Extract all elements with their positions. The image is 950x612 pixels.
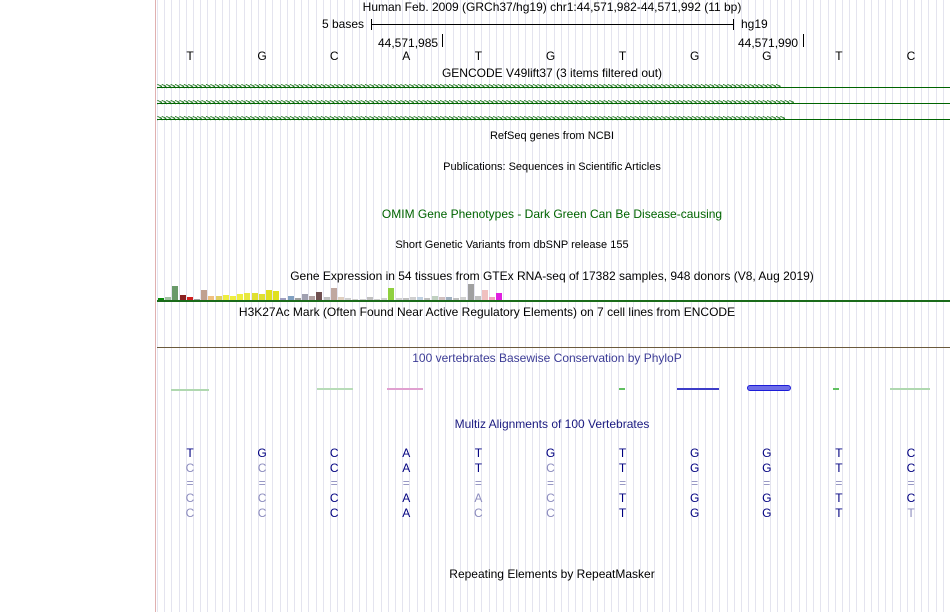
aligned-base: A: [402, 506, 411, 520]
aligned-base: C: [329, 461, 339, 475]
gencode-track-title: GENCODE V49lift37 (3 items filtered out): [441, 66, 663, 80]
reference-base: A: [402, 49, 411, 63]
reference-base: T: [186, 49, 194, 63]
reference-base: G: [257, 49, 267, 63]
phylop-track-title: 100 vertebrates Basewise Conservation by PhyloP: [412, 351, 682, 365]
refseq-track-title: RefSeq genes from NCBI: [489, 130, 615, 142]
reference-base: G: [690, 49, 700, 63]
aligned-base: T: [618, 461, 627, 475]
gtex-tissue-bar[interactable]: [388, 288, 394, 300]
reference-base: T: [835, 49, 843, 63]
cons-mark: [317, 388, 353, 390]
aligned-base: C: [185, 461, 195, 475]
aligned-base: =: [186, 476, 194, 490]
aligned-base: G: [545, 446, 556, 460]
track-data-area[interactable]: [157, 0, 950, 612]
strand-arrows-icon: >>>>>>>>>>>>>>>>>>>>>>>>>>>>>>>>>>>>>>>>>>>>>>>>>>>>>>>>>>>>>>>>>>>>>>>>>>>>>>>>>>>>>>>>>>>>>>>>>>>>>>>>>>>>>>>>>>>>>>>>>>>>>>>>>>>>>>>>>>>>>>>>: [157, 99, 794, 108]
reference-base: C: [329, 49, 339, 63]
gtex-tissue-bar[interactable]: [172, 286, 178, 300]
dbsnp-track-title: Short Genetic Variants from dbSNP release 155: [395, 239, 629, 251]
aligned-base: T: [186, 446, 194, 460]
scale-bar-left-tick: [371, 19, 372, 30]
gtex-tissue-bar[interactable]: [331, 288, 337, 300]
aligned-base: C: [257, 491, 267, 505]
aligned-base: G: [690, 446, 700, 460]
aligned-base: T: [835, 491, 843, 505]
aligned-base: C: [257, 461, 267, 475]
gtex-track-title: Gene Expression in 54 tissues from GTEx RNA-seq of 17382 samples, 948 donors (V8, Aug 2019): [290, 269, 814, 283]
aligned-base: G: [257, 446, 267, 460]
position-left-tick: [442, 34, 443, 47]
aligned-base: C: [329, 446, 339, 460]
aligned-base: T: [474, 461, 483, 475]
aligned-base: =: [330, 476, 338, 490]
aligned-base: G: [762, 446, 772, 460]
aligned-base: G: [690, 491, 700, 505]
gtex-tissue-bar[interactable]: [482, 290, 488, 300]
cons-mark: [171, 389, 209, 391]
position-right-label: 44,571,990: [738, 36, 799, 50]
aligned-base: C: [906, 461, 916, 475]
aligned-base: C: [185, 506, 195, 520]
h3k27ac-baseline: [157, 347, 950, 348]
aligned-base: =: [258, 476, 266, 490]
aligned-base: C: [185, 491, 195, 505]
gtex-tissue-bar[interactable]: [273, 291, 279, 300]
reference-base: G: [545, 49, 556, 63]
aligned-base: C: [906, 446, 916, 460]
position-left-label: 44,571,985: [378, 36, 439, 50]
gtex-tissue-bar[interactable]: [266, 290, 272, 300]
reference-base: T: [474, 49, 483, 63]
gtex-tissue-bar[interactable]: [316, 292, 322, 300]
multiz-track-title: Multiz Alignments of 100 Vertebrates: [454, 417, 650, 431]
cons-mark: [387, 388, 423, 390]
aligned-base: C: [546, 506, 555, 520]
position-right-tick: [803, 34, 804, 47]
cons-mark: [833, 388, 839, 390]
aligned-base: T: [907, 506, 915, 520]
gtex-baseline: [157, 300, 950, 302]
repeatmasker-track-title: Repeating Elements by RepeatMasker: [449, 567, 655, 581]
aligned-base: T: [618, 506, 627, 520]
gtex-tissue-bar[interactable]: [252, 293, 258, 300]
aligned-base: =: [763, 476, 771, 490]
scale-db-label: hg19: [741, 17, 768, 31]
reference-base: C: [906, 49, 916, 63]
aligned-base: A: [402, 446, 411, 460]
aligned-base: T: [618, 491, 627, 505]
aligned-base: =: [835, 476, 843, 490]
aligned-base: G: [762, 506, 772, 520]
aligned-base: C: [546, 461, 555, 475]
aligned-base: A: [402, 461, 411, 475]
gtex-tissue-bar[interactable]: [244, 293, 250, 300]
aligned-base: =: [907, 476, 915, 490]
aligned-base: =: [474, 476, 482, 490]
gtex-tissue-bar[interactable]: [468, 284, 474, 300]
cons-mark: [890, 388, 930, 390]
scale-text: 5 bases: [322, 17, 365, 31]
aligned-base: C: [546, 491, 555, 505]
aligned-base: C: [474, 506, 483, 520]
gtex-tissue-bar[interactable]: [496, 293, 502, 300]
aligned-base: T: [835, 446, 843, 460]
gtex-expression-bars[interactable]: [157, 283, 557, 300]
aligned-base: G: [690, 461, 700, 475]
assembly-position-title: Human Feb. 2009 (GRCh37/hg19) chr1:44,571,982-44,571,992 (11 bp): [362, 0, 742, 14]
track-label-column: [0, 0, 156, 612]
omim-track-title: OMIM Gene Phenotypes - Dark Green Can Be Disease-causing: [381, 207, 723, 221]
strand-arrows-icon: >>>>>>>>>>>>>>>>>>>>>>>>>>>>>>>>>>>>>>>>>>>>>>>>>>>>>>>>>>>>>>>>>>>>>>>>>>>>>>>>>>>>>>>>>>>>>>>>>>>>>>>>>>>>>>>>>>>>>>>>>>>>>>>>>>>>>>>>>>>>>>: [157, 115, 785, 124]
label-divider: [155, 0, 156, 612]
aligned-base: T: [618, 446, 627, 460]
aligned-base: G: [690, 506, 700, 520]
aligned-base: C: [329, 506, 339, 520]
aligned-base: =: [402, 476, 410, 490]
aligned-base: C: [257, 506, 267, 520]
publications-track-title: Publications: Sequences in Scientific Articles: [443, 161, 661, 173]
strand-arrows-icon: >>>>>>>>>>>>>>>>>>>>>>>>>>>>>>>>>>>>>>>>>>>>>>>>>>>>>>>>>>>>>>>>>>>>>>>>>>>>>>>>>>>>>>>>>>>>>>>>>>>>>>>>>>>>>>>>>>>>>>>>>>>>>>>>>>>>>>>>>>>>>: [157, 83, 781, 92]
gtex-tissue-bar[interactable]: [201, 290, 207, 300]
h3k27ac-track-title: H3K27Ac Mark (Often Found Near Active Regulatory Elements) on 7 cell lines from ENCODE: [238, 305, 736, 319]
aligned-base: C: [329, 491, 339, 505]
aligned-base: G: [762, 461, 772, 475]
aligned-base: A: [402, 491, 411, 505]
scale-bar-right-tick: [733, 19, 734, 30]
cons-peak: [747, 385, 791, 391]
reference-base: G: [762, 49, 772, 63]
reference-base: T: [618, 49, 627, 63]
scale-bar: [371, 24, 734, 25]
cons-mark: [619, 388, 625, 390]
aligned-base: =: [546, 476, 554, 490]
aligned-base: T: [835, 506, 843, 520]
aligned-base: =: [691, 476, 699, 490]
aligned-base: T: [474, 446, 483, 460]
aligned-base: T: [835, 461, 843, 475]
aligned-base: =: [619, 476, 627, 490]
aligned-base: A: [474, 491, 483, 505]
aligned-base: C: [906, 491, 916, 505]
cons-mark: [677, 388, 719, 390]
aligned-base: G: [762, 491, 772, 505]
